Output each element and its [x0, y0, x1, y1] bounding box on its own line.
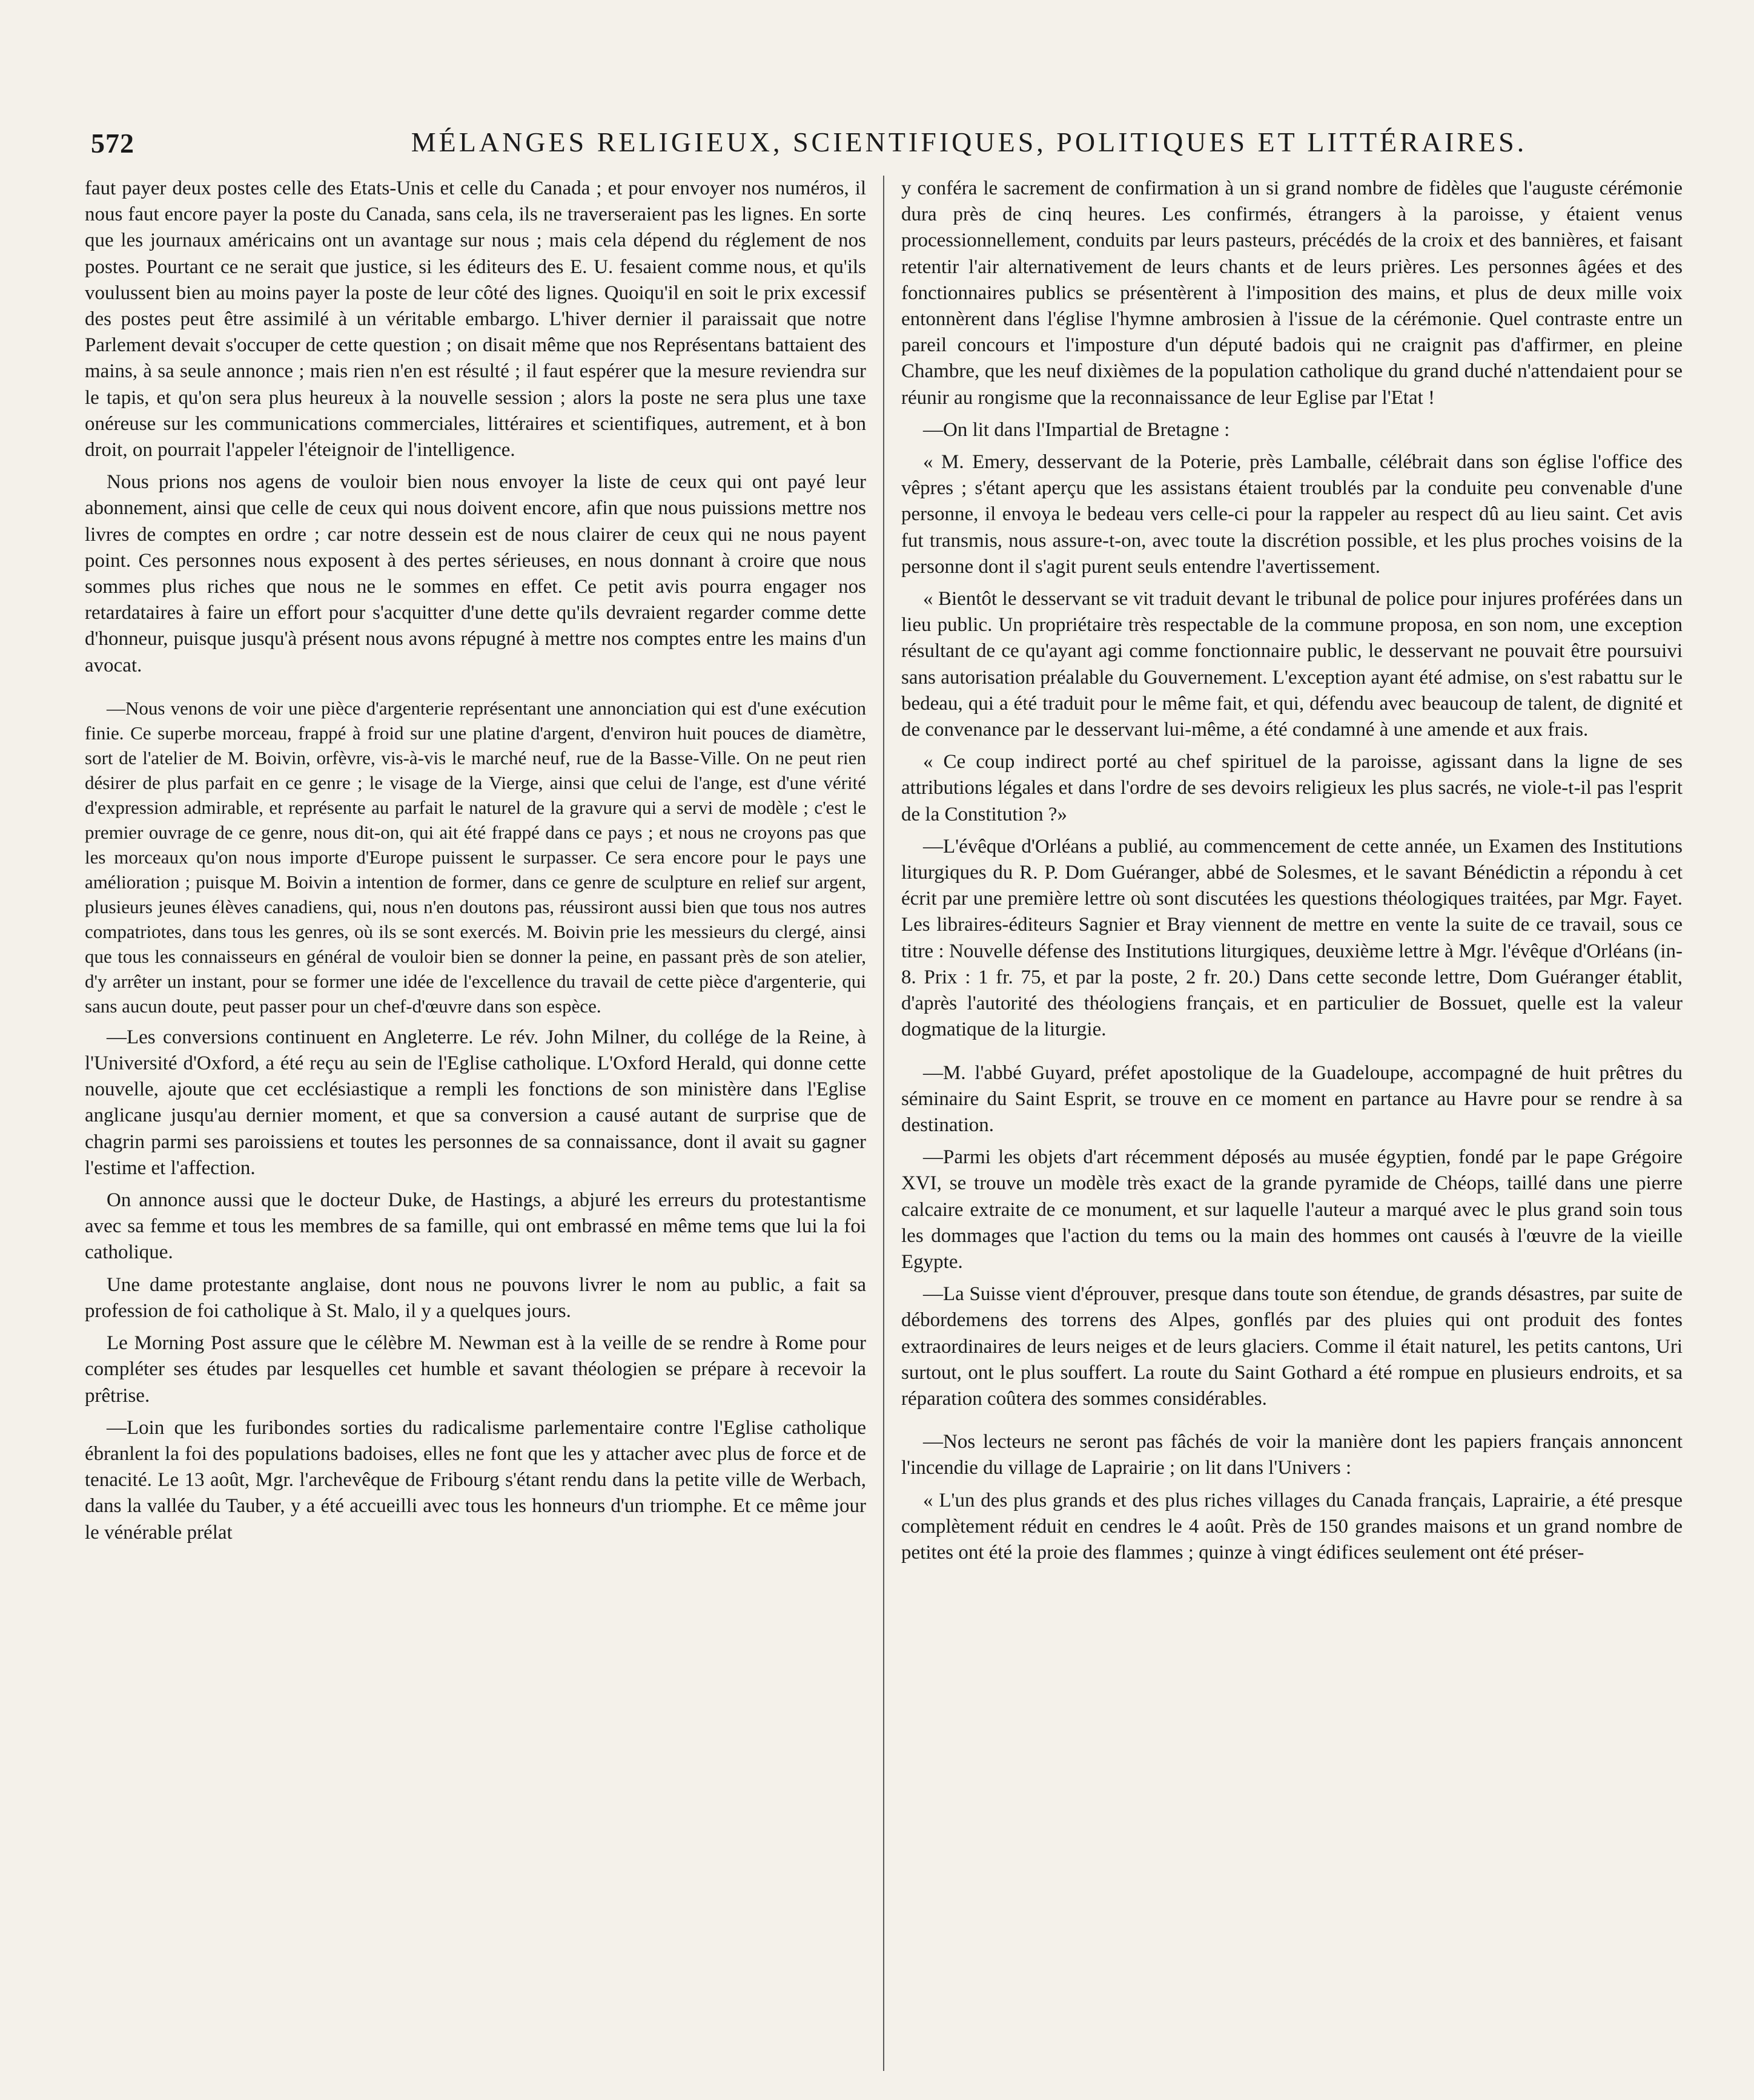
paragraph: —Nos lecteurs ne seront pas fâchés de voir la manière dont les papiers français annoncent l'incendie du village de Laprairie ; on lit dans l'Univers :	[901, 1431, 1683, 1479]
paragraph: « Bientôt le desservant se vit traduit devant le tribunal de police pour injures proférées dans un lieu public. Un propriétaire très respectable de la commune proposa, en son nom, une exception résultant de ce qu'ayant agi comme fonctionnaire public, le desservant ne pouvait être poursuivi sans autorisation préalable du Gouvernement. L'exception ayant été admise, on s'est rabattu sur le bedeau, qui a été traduit pour le même fait, et qui, défendu avec beaucoup de talent, de dignité et de convenance par le desservant lui-même, a été condamné à une amende et aux frais.	[901, 588, 1683, 741]
paragraph: —Parmi les objets d'art récemment déposés au musée égyptien, fondé par le pape Grégoire XVI, se trouve un modèle très exact de la grande pyramide de Chéops, taillé dans une pierre calcaire extraite de ce monument, et sur laquelle l'auteur a marqué avec le plus grand soin tous les dommages que l'action du tems ou la main des hommes ont causés à l'œuvre de la vieille Egypte.	[901, 1146, 1683, 1273]
running-title: MÉLANGES RELIGIEUX, SCIENTIFIQUES, POLITIQUES ET LITTÉRAIRES.	[411, 127, 1527, 157]
paragraph: Une dame protestante anglaise, dont nous ne pouvons livrer le nom au public, a fait sa profession de foi catholique à St. Malo, il y a quelques jours.	[85, 1273, 866, 1322]
right-column	[901, 176, 1683, 2071]
paragraph: faut payer deux postes celle des Etats-Unis et celle du Canada ; et pour envoyer nos numéros, il nous faut encore payer la poste du Canada, sans cela, ils ne traverseraient pas les lignes. En sorte que les journaux américains ont un avantage sur nous ; mais cela dépend du réglement de nos postes. Pourtant ce ne serait que justice, si les éditeurs des E. U. fesaient comme nous, et qu'ils voulussent bien au moins payer la poste de leur côté des lignes. Quoiqu'il en soit le prix excessif des postes peut être assimilé à un véritable embargo. L'hiver dernier il paraissait que notre Parlement devait s'occuper de cette question ; on disait même que nos Représentans battaient des mains, à sa seule annonce ; mais rien n'en est résulté ; il faut espérer que la mesure reviendra sur le tapis, et qu'on sera plus heureux à la nouvelle session ; alors la poste ne sera plus une taxe onéreuse sur les communications commerciales, littéraires et scientifiques, autrement, et à bon droit, on pourrait l'appeler l'éteignoir de l'intelligence.	[85, 177, 866, 461]
paragraph: —Loin que les furibondes sorties du radicalisme parlementaire contre l'Eglise catholique ébranlent la foi des populations badoises, elles ne font que les y attacher avec plus de force et de tenacité. Le 13 août, Mgr. l'archevêque de Fribourg s'étant rendu dans la petite ville de Werbach, dans la vallée du Tauber, y a été accueilli avec tous les honneurs d'un triomphe. Et ce même jour le vénérable prélat	[85, 1416, 866, 1544]
paragraph: —Nous venons de voir une pièce d'argenterie représentant une annonciation qui est d'une exécution finie. Ce superbe morceau, frappé à froid sur une platine d'argent, d'environ huit pouces de diamètre, sort de l'atelier de M. Boivin, orfèvre, vis-à-vis le marché neuf, rue de la Basse-Ville. On ne peut rien désirer de plus parfait en ce genre ; le visage de la Vierge, ainsi que celui de l'ange, est d'une vérité d'expression admirable, et représente au parfait le naturel de la gravure qui a servi de modèle ; c'est le premier ouvrage de ce genre, nous dit-on, qui ait été frappé dans ce pays ; et nous ne croyons pas que les morceaux qu'on nous importe d'Europe puissent le surpasser. Ce sera encore pour le pays une amélioration ; puisque M. Boivin a intention de former, dans ce genre de sculpture en relief sur argent, plusieurs jeunes élèves canadiens, qui, nous n'en doutons pas, réussiront aussi bien que tous nos autres compatriotes, dans tous les genres, où ils se sont exercés. M. Boivin prie les messieurs du clergé, ainsi que tous les connaisseurs en général de vouloir bien se donner la peine, en passant près de son atelier, d'y arrêter un instant, pour se former une idée de l'excellence du travail de cette pièce d'argenterie, qui sans aucun doute, peut passer pour un chef-d'œuvre dans son espèce.	[85, 697, 866, 1017]
paragraph: y conféra le sacrement de confirmation à un si grand nombre de fidèles que l'auguste cérémonie dura près de cinq heures. Les confirmés, étrangers à la paroisse, y étaient venus processionnellement, conduits par leurs pasteurs, précédés de la croix et des bannières, et faisant retentir l'air alternativement de leurs chants et de leurs prières. Les personnes âgées et des fonctionnaires publics se présentèrent à l'imposition des mains, et plus de deux mille voix entonnèrent dans l'église l'hymne ambrosien à l'issue de la cérémonie. Quel contraste entre un pareil concours et l'imposture d'un député badois qui ne craignit pas d'affirmer, en pleine Chambre, que les neuf dixièmes de la population catholique du grand duché n'attendaient pour se réunir au rongisme que la reconnaissance de leur Eglise par l'Etat !	[901, 177, 1683, 409]
paragraph: —M. l'abbé Guyard, préfet apostolique de la Guadeloupe, accompagné de huit prêtres du séminaire du Saint Esprit, se trouve en ce moment en partance au Havre pour se rendre à sa destination.	[901, 1062, 1683, 1136]
paragraph: —La Suisse vient d'éprouver, presque dans toute son étendue, de grands désastres, par suite de débordemens des torrens des Alpes, gonflés par des pluies qui ont produit des fontes extraordinaires de leurs neiges et de leurs glaciers. Comme il était naturel, les petits cantons, Uri surtout, ont le plus souffert. La route du Saint Gothard a été rompue en plusieurs endroits, et sa réparation coûtera des sommes considérables.	[901, 1283, 1683, 1410]
paragraph: « Ce coup indirect porté au chef spirituel de la paroisse, agissant dans la ligne de ses attributions légales et dans l'ordre de ses devoirs religieux les plus sacrés, ne viole-t-il pas l'esprit de la Constitution ?»	[901, 751, 1683, 825]
paragraph: —On lit dans l'Impartial de Bretagne :	[923, 418, 1230, 441]
paragraph: Le Morning Post assure que le célèbre M. Newman est à la veille de se rendre à Rome pour compléter ses études par lesquelles cet humble et savant théologien se prépare à recevoir la prêtrise.	[85, 1332, 866, 1407]
paragraph: Nous prions nos agens de vouloir bien nous envoyer la liste de ceux qui ont payé leur abonnement, ainsi que celle de ceux qui nous doivent encore, afin que nous puissions mettre nos livres de comptes en ordre ; car notre dessein est de nous clairer de ceux qui ne nous payent point. Ces personnes nous exposent à des pertes sérieuses, en nous donnant à croire que nous sommes plus riches que nous ne le sommes en effet. Ce petit avis pourra engager nos retardataires à faire un effort pour s'acquitter d'une dette qu'ils devraient regarder comme dette d'honneur, puisque jusqu'à présent nous avons répugné à mettre nos comptes entre les mains d'un avocat.	[85, 471, 866, 676]
column-divider	[883, 176, 884, 2071]
paragraph: « M. Emery, desservant de la Poterie, près Lamballe, célébrait dans son église l'office des vêpres ; s'étant aperçu que les assistans étaient troublés par la conduite peu convenable d'une personne, il envoya le bedeau vers celle-ci pour la rappeler au respect dû au lieu saint. Cet avis fut transmis, nous assure-t-on, avec toute la discrétion possible, et les plus proches voisins de la personne dont il s'agit purent seuls entendre l'avertissement.	[901, 451, 1683, 578]
page-number: 572	[91, 128, 134, 159]
paragraph: —Les conversions continuent en Angleterre. Le rév. John Milner, du collége de la Reine, à l'Université d'Oxford, a été reçu au sein de l'Eglise catholique. L'Oxford Herald, qui donne cette nouvelle, ajoute que cet ecclésiastique a rempli les fonctions de son ministère dans l'Eglise anglicane jusqu'au dernier moment, et que sa conversion a causé autant de surprise que de chagrin parmi ses paroissiens et toutes les personnes de sa connaissance, dont il avait su gagner l'estime et l'affection.	[85, 1026, 866, 1179]
paragraph: On annonce aussi que le docteur Duke, de Hastings, a abjuré les erreurs du protestantisme avec sa femme et tous les membres de sa famille, qui ont embrassé en même tems que lui la foi catholique.	[85, 1189, 866, 1264]
paragraph: —L'évêque d'Orléans a publié, au commencement de cette année, un Examen des Institutions liturgiques du R. P. Dom Guéranger, abbé de Solesmes, et le savant Bénédictin a répondu à cet écrit par une première lettre où sont discutées les questions théologiques traitées, par Mgr. Fayet. Les libraires-éditeurs Sagnier et Bray viennent de mettre en vente la suite de ce travail, sous ce titre : Nouvelle défense des Institutions liturgiques, deuxième lettre à Mgr. l'évêque d'Orléans (in-8. Prix : 1 fr. 75, et par la poste, 2 fr. 20.) Dans cette seconde lettre, Dom Guéranger établit, d'après l'autorité des théologiens français, et en particulier de Bossuet, quelle est la valeur dogmatique de la liturgie.	[901, 835, 1683, 1041]
left-column	[85, 176, 866, 2071]
paragraph: « L'un des plus grands et des plus riches villages du Canada français, Laprairie, a été presque complètement réduit en cendres le 4 août. Près de 150 grandes maisons et un grand nombre de petites ont été la proie des flammes ; quinze à vingt édifices seulement ont été préser-	[901, 1489, 1683, 1563]
page-header	[91, 121, 1641, 170]
